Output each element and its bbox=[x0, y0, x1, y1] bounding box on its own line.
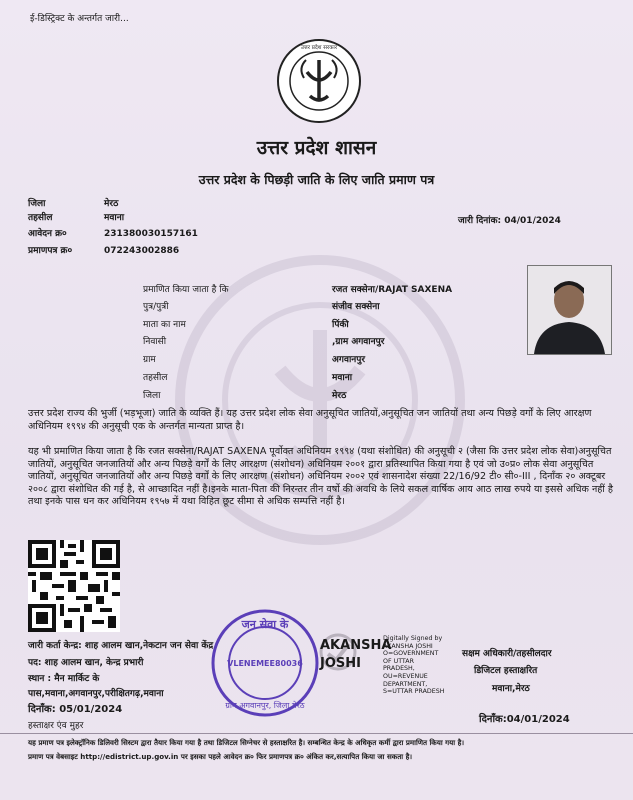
detail-label: ग्राम bbox=[143, 355, 156, 365]
stamp-id-text: VLENEMEE80036 bbox=[227, 659, 303, 668]
info-label: जिला bbox=[28, 199, 46, 209]
tehsil: मवाना bbox=[332, 373, 353, 383]
signature-detail-line: Digitally Signed by bbox=[383, 635, 443, 642]
creamy-layer-paragraph: यह भी प्रमाणित किया जाता है कि रजत सक्सेना/RAJAT SAXENA पूर्वोक्त अधिनियम १९९४ (यथा संशोधित) की अनुसूची २ (जैसा कि उत्तर प्रदेश लोक सेवा)अनुसूचित जातियों, अनुसूचित जनजातियों और अन्य पिछड़े वर्गों के लिए आरक्षण (संशोधन) अधिनियम २००१ द्वारा प्रतिस्थापित किया गया है एवं जो उ०प्र० लोक सेवा अनुसूचित जातियों, अनुसूचित जनजातियों और अन्य पिछड़े वर्गों के लिए आरक्षण (संशोधन) अधिनियम २००२ एवं शासनादेश संख्या 22/16/92 टी० सी०-III , दिनाँक २० अक्टूबर २००८ द्वारा संशोधित की गई है, से आच्छादित नहीं है।इनके माता-पिता की निरन्तर तीन वर्षो की अवधि के लिये सकल वार्षिक आय आठ लाख रुपये या इससे अधिक नहीं है तथा इनके पास धन कर अधिनियम १९५७ में यथा विहित छूट सीमा से अधिक सम्पत्ति नहीं है। bbox=[28, 446, 614, 508]
signer-name-line2: JOSHI bbox=[320, 656, 361, 671]
issuing-center: जारी कर्ता केन्द्र: शाह आलम खान,नेकटान जन सेवा केंद्र bbox=[28, 641, 214, 651]
district: मेरठ bbox=[332, 391, 347, 401]
signature-detail-line: O=GOVERNMENT bbox=[383, 650, 439, 658]
detail-label: तहसील bbox=[143, 373, 168, 383]
emblem-text: उत्तर प्रदेश सरकार bbox=[300, 45, 338, 51]
applicant-photo bbox=[527, 265, 612, 355]
officer-date: दिनाँक:04/01/2024 bbox=[479, 714, 570, 725]
detail-label: पुत्र/पुत्री bbox=[143, 302, 169, 312]
info-label: प्रमाणपत्र क्र० bbox=[28, 246, 73, 256]
up-government-emblem bbox=[276, 38, 362, 124]
detail-label: प्रमाणित किया जाता है कि bbox=[143, 285, 229, 295]
info-value: मेरठ bbox=[104, 199, 119, 209]
application-number: 231380030157161 bbox=[104, 229, 198, 239]
qr-code bbox=[28, 540, 120, 632]
digital-signature-details bbox=[383, 635, 444, 696]
caste-paragraph: उत्तर प्रदेश राज्य की भुर्जी (भड़भूजा) जाति के व्यक्ति हैं। यह उत्तर प्रदेश लोक सेवा अनुसूचित जातियों,अनुसूचित जन जातियों तथा अन्य पिछड़े वर्गों के लिए आरक्षण अधिनियम १९९४ की अनुसूची एक के अन्तर्गत मान्यता प्राप्त है। bbox=[28, 408, 592, 432]
page-title: उत्तर प्रदेश शासन bbox=[256, 137, 377, 159]
header-note: ई-डिस्ट्रिक्ट के अन्तर्गत जारी... bbox=[30, 14, 129, 24]
residence: ,ग्राम अगवानपुर bbox=[332, 337, 385, 347]
issuer-post: पद: शाह आलम खान, केन्द्र प्रभारी bbox=[28, 658, 144, 668]
signature-detail-line: AKANSHA JOSHI bbox=[383, 642, 433, 650]
father-name: संजीव सक्सेना bbox=[332, 302, 380, 312]
detail-label: माता का नाम bbox=[143, 320, 186, 330]
verification-note: प्रमाण पत्र वेबसाइट http://edistrict.up.gov.in पर इसका पहले आवेदन क्र० फिर प्रमाणपत्र क्र० अंकित कर,सत्यापित किया जा सकता है। bbox=[28, 752, 413, 761]
mother-name: पिंकी bbox=[332, 320, 349, 330]
page-subtitle: उत्तर प्रदेश के पिछड़ी जाति के लिए जाति प्रमाण पत्र bbox=[198, 172, 435, 187]
detail-label: निवासी bbox=[143, 337, 167, 347]
officer-location: मवाना,मेरठ bbox=[492, 684, 530, 694]
info-value: मवाना bbox=[104, 213, 125, 223]
service-center-stamp bbox=[210, 608, 320, 718]
issuer-address: पास,मवाना,अगवानपुर,परीक्षितगढ़,मवाना bbox=[28, 689, 164, 699]
stamp-bottom-text: ग्राम अगवानपुर, जिला मेरठ bbox=[225, 701, 305, 710]
village: अगवानपुर bbox=[332, 355, 366, 365]
signature-seal-label: हस्ताक्षर एंव मुहर bbox=[28, 721, 84, 731]
signature-detail-line: OF UTTAR bbox=[383, 657, 414, 665]
issuer-date: दिनाँक: 05/01/2024 bbox=[28, 704, 123, 715]
issue-date: जारी दिनांक: 04/01/2024 bbox=[458, 216, 561, 226]
certificate-number: 072243002886 bbox=[104, 246, 180, 256]
signature-detail-line: PRADESH, bbox=[383, 665, 415, 673]
signature-detail-line: DEPARTMENT, bbox=[383, 680, 428, 688]
info-label: आवेदन क्र० bbox=[28, 229, 67, 239]
info-label: तहसील bbox=[28, 213, 53, 223]
stamp-top-text: जन सेवा के bbox=[241, 618, 289, 631]
digitally-signed-label: डिजिटल हस्ताक्षरित bbox=[474, 666, 538, 676]
signer-name-line1: AKANSHA bbox=[320, 638, 392, 653]
bottom-note-1: यह प्रमाण पत्र इलेक्ट्रॉनिक डिलिवरी सिस्टम द्वारा तैयार किया गया है तथा डिजिटल सिग्नेचर से हस्ताक्षरित है। सम्बन्धित केन्द्र के अधिकृत कर्मी द्वारा प्रमाणित किया गया है। bbox=[28, 738, 465, 747]
issuer-place: स्थान : मैन मार्किट के bbox=[28, 674, 100, 684]
signature-detail-line: OU=REVENUE bbox=[383, 672, 428, 680]
footer-divider bbox=[0, 733, 633, 734]
holder-name: रजत सक्सेना/RAJAT SAXENA bbox=[332, 285, 453, 295]
signature-detail-line: S=UTTAR PRADESH bbox=[383, 688, 445, 696]
detail-label: जिला bbox=[143, 391, 161, 401]
officer-designation: सक्षम अधिकारी/तहसीलदार bbox=[462, 649, 552, 659]
